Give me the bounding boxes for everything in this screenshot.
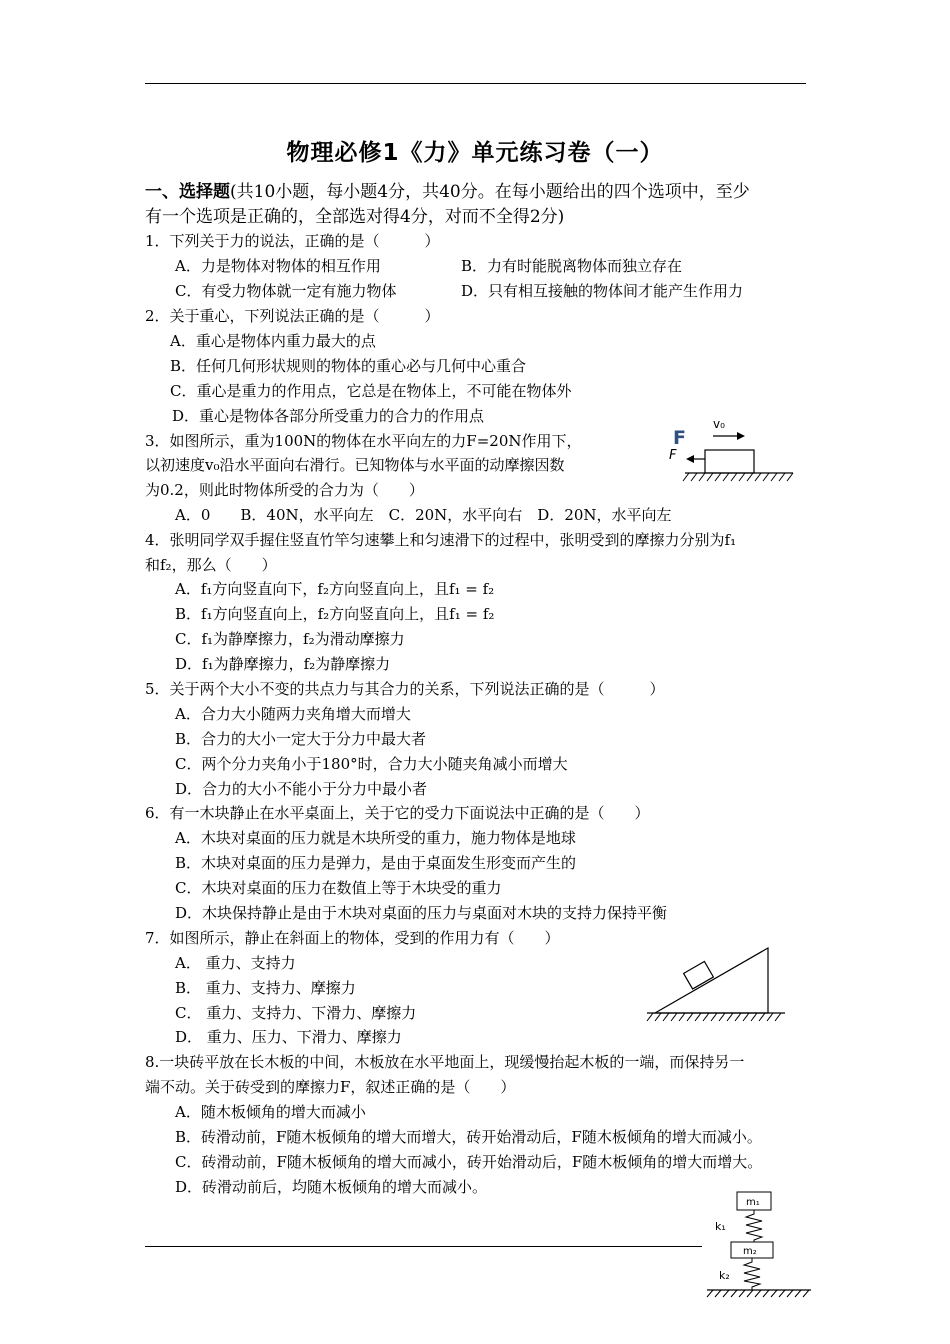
q5-stem: 5．关于两个大小不变的共点力与其合力的关系，下列说法正确的是（ ） <box>145 680 665 698</box>
section-instructions-2: 有一个选项是正确的，全部选对得4分，对而不全得2分) <box>145 207 565 227</box>
q3-fig-velocity-label: v₀ <box>713 417 725 431</box>
q1-option-a: A．力是物体对物体的相互作用 <box>175 257 381 275</box>
q2-option-c: C．重心是重力的作用点，它总是在物体上，不可能在物体外 <box>170 382 572 400</box>
q6-stem: 6．有一木块静止在水平桌面上，关于它的受力下面说法中正确的是（ ） <box>145 804 650 822</box>
ground-hatch <box>683 473 793 481</box>
q7-option-b: B． 重力、支持力、摩擦力 <box>175 979 356 997</box>
velocity-arrowhead <box>737 432 745 440</box>
sliding-block <box>705 450 754 473</box>
incline-slope <box>655 948 768 1013</box>
q8-line-1: 8.一块砖平放在长木板的中间，木板放在水平地面上，现缓慢抬起木板的一端，而保持另一 <box>145 1053 745 1071</box>
q8-line-2: 端不动。关于砖受到的摩擦力F，叙述正确的是（ ） <box>145 1078 516 1096</box>
q3-line-1: 3．如图所示，重为100N的物体在水平向左的力F=20N作用下， <box>145 432 582 450</box>
q3-line-3: 为0.2，则此时物体所受的合力为（ ） <box>145 481 424 499</box>
block-on-incline <box>684 961 714 989</box>
q6-option-b: B．木块对桌面的压力是弹力，是由于桌面发生形变而产生的 <box>175 854 577 872</box>
q4-option-d: D．f₁为静摩擦力，f₂为静摩擦力 <box>175 655 391 673</box>
mass-m2-label: m₂ <box>743 1246 757 1257</box>
q6-option-c: C．木块对桌面的压力在数值上等于木块受的重力 <box>175 879 502 897</box>
spring-k2 <box>744 1258 760 1290</box>
incline-ground-hatch <box>647 1013 781 1021</box>
q7-option-d: D． 重力、压力、下滑力、摩擦力 <box>175 1028 402 1046</box>
q1-option-b: B．力有时能脱离物体而独立存在 <box>461 257 683 275</box>
q5-option-d: D．合力的大小不能小于分力中最小者 <box>175 780 428 798</box>
q7-stem: 7．如图所示，静止在斜面上的物体，受到的作用力有（ ） <box>145 929 560 947</box>
q5-option-b: B．合力的大小一定大于分力中最大者 <box>175 730 427 748</box>
section-instructions-1: (共10小题，每小题4分，共40分。在每小题给出的四个选项中，至少 <box>230 182 750 202</box>
q8-option-d: D．砖滑动前后，均随木板倾角的增大而减小。 <box>175 1178 488 1196</box>
mass-m1-label: m₁ <box>746 1197 760 1208</box>
q4-option-c: C．f₁为静摩擦力，f₂为滑动摩擦力 <box>175 630 405 648</box>
q2-stem: 2．关于重心，下列说法正确的是（ ） <box>145 307 440 325</box>
q3-line-2: 以初速度v₀沿水平面向右滑行。已知物体与水平面的动摩擦因数 <box>145 456 565 474</box>
q8-option-c: C．砖滑动前，F随木板倾角的增大而减小，砖开始滑动后，F随木板倾角的增大而增大。 <box>175 1153 763 1171</box>
q4-line-1: 4．张明同学双手握住竖直竹竿匀速攀上和匀速滑下的过程中，张明受到的摩擦力分别为f₁ <box>145 531 737 549</box>
q5-option-c: C．两个分力夹角小于180°时，合力大小随夹角减小而增大 <box>175 755 568 773</box>
q3-figure-sliding-block <box>665 415 805 495</box>
page-title: 物理必修1《力》单元练习卷（一） <box>286 140 664 166</box>
section-heading-line <box>145 182 750 202</box>
q5-option-a: A．合力大小随两力夹角增大而增大 <box>175 705 411 723</box>
q7-option-c: C． 重力、支持力、下滑力、摩擦力 <box>175 1004 417 1022</box>
q8-option-b: B．砖滑动前，F随木板倾角的增大而增大，砖开始滑动后，F随木板倾角的增大而减小。 <box>175 1128 762 1146</box>
q3-fig-force-label: F <box>669 448 677 463</box>
footer-rule <box>145 1246 702 1247</box>
q1-option-c: C．有受力物体就一定有施力物体 <box>175 282 397 300</box>
spring-k2-label: k₂ <box>719 1269 730 1282</box>
spring-figure <box>705 1188 815 1308</box>
q4-line-2: 和f₂，那么（ ） <box>145 556 277 574</box>
header-rule <box>145 83 806 84</box>
force-arrowhead <box>686 455 694 463</box>
q1-option-d: D．只有相互接触的物体间才能产生作用力 <box>461 282 744 300</box>
q4-option-b: B．f₁方向竖直向上，f₂方向竖直向上，且f₁ = f₂ <box>175 605 495 623</box>
q2-option-a: A．重心是物体内重力最大的点 <box>170 332 376 350</box>
q2-option-b: B．任何几何形状规则的物体的重心必与几何中心重合 <box>170 357 527 375</box>
q7-figure-incline <box>645 945 795 1025</box>
spring-k1-label: k₁ <box>715 1220 726 1233</box>
q8-option-a: A．随木板倾角的增大而减小 <box>175 1103 366 1121</box>
section-heading: 一、选择题 <box>145 182 230 202</box>
q1-stem: 1．下列关于力的说法，正确的是（ ） <box>145 232 440 250</box>
spring-ground-hatch <box>707 1290 809 1297</box>
q6-option-d: D．木块保持静止是由于木块对桌面的压力与桌面对木块的支持力保持平衡 <box>175 904 668 922</box>
q2-option-d: D．重心是物体各部分所受重力的合力的作用点 <box>172 407 485 425</box>
q6-option-a: A．木块对桌面的压力就是木块所受的重力，施力物体是地球 <box>175 829 576 847</box>
q7-option-a: A． 重力、支持力 <box>175 954 296 972</box>
q4-option-a: A．f₁方向竖直向下，f₂方向竖直向上，且f₁ = f₂ <box>175 580 495 598</box>
q3-fig-big-f-label: F <box>673 427 686 449</box>
q3-options: A．0 B．40N，水平向左 C．20N，水平向右 D．20N，水平向左 <box>175 506 672 524</box>
spring-k1 <box>746 1210 762 1242</box>
